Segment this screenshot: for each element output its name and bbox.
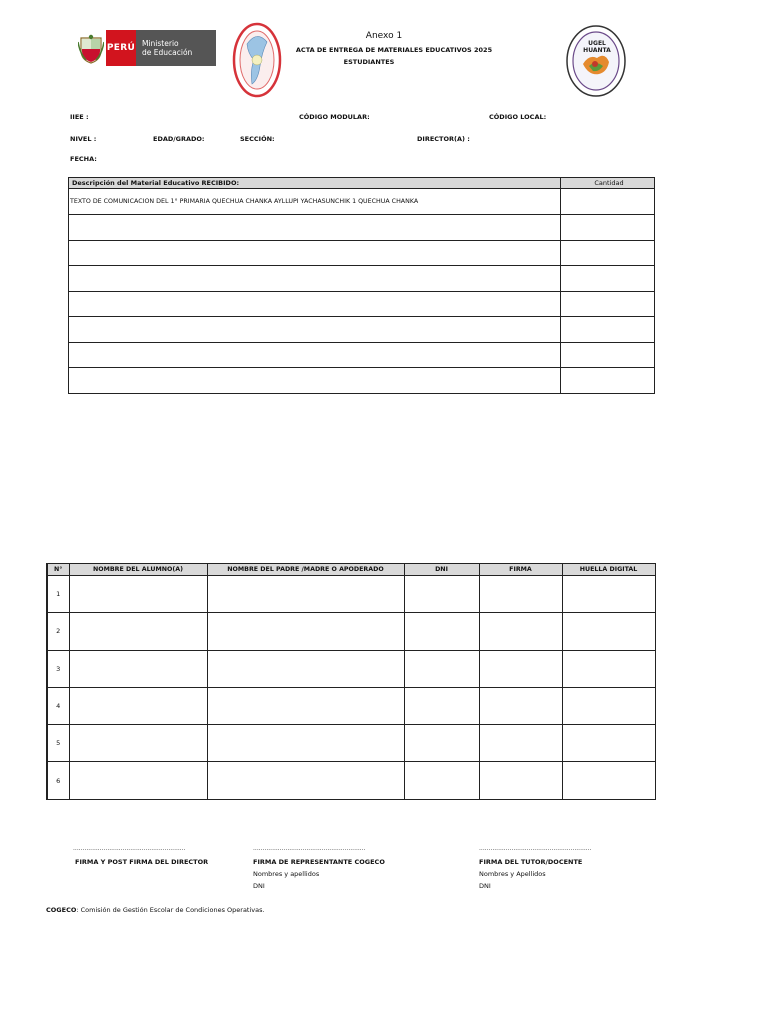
annex-title: Anexo 1 — [365, 31, 403, 41]
table-row — [47, 762, 655, 799]
student-name-cell[interactable] — [69, 687, 207, 724]
students-table — [46, 563, 656, 800]
director-signature-line: ........................................................... — [73, 845, 186, 852]
cogeco-dni-label: DNI — [253, 882, 265, 890]
codigo-modular-label: CÓDIGO MODULAR: — [299, 113, 370, 121]
tutor-names-label: Nombres y Apellidos — [479, 870, 546, 878]
signature-cell[interactable] — [479, 762, 562, 799]
edad-grado-label: EDAD/GRADO: — [153, 135, 205, 143]
cogeco-signature-line: ........................................................... — [253, 845, 366, 852]
material-desc-cell[interactable] — [69, 240, 561, 266]
students-header-number: N° — [47, 564, 69, 576]
material-qty-cell[interactable] — [561, 368, 655, 394]
ugel-label-1: UGEL — [588, 40, 606, 47]
fingerprint-cell[interactable] — [562, 687, 655, 724]
material-desc-cell[interactable] — [69, 342, 561, 368]
row-number: 3 — [47, 650, 69, 687]
signature-cell[interactable] — [479, 725, 562, 762]
nivel-label: NIVEL : — [70, 135, 97, 143]
table-row — [69, 368, 655, 394]
material-qty-cell[interactable] — [561, 342, 655, 368]
row-number: 5 — [47, 725, 69, 762]
materials-header-desc: Descripción del Material Educativo RECIBIDO: — [69, 178, 561, 189]
cogeco-signature-label: FIRMA DE REPRESENTANTE COGECO — [253, 858, 385, 866]
material-desc-cell[interactable]: TEXTO DE COMUNICACION DEL 1° PRIMARIA QUECHUA CHANKA AYLLUPI YACHASUNCHIK 1 QUECHUA CHANKA — [69, 189, 561, 215]
row-number: 1 — [47, 576, 69, 613]
students-subtitle: ESTUDIANTES — [343, 58, 395, 66]
material-desc-cell[interactable] — [69, 317, 561, 343]
student-name-cell[interactable] — [69, 725, 207, 762]
signature-cell[interactable] — [479, 576, 562, 613]
students-header-name: NOMBRE DEL ALUMNO(A) — [69, 564, 207, 576]
parent-name-cell[interactable] — [207, 613, 404, 650]
material-qty-cell[interactable] — [561, 240, 655, 266]
table-row — [47, 687, 655, 724]
dni-cell[interactable] — [404, 725, 479, 762]
fingerprint-cell[interactable] — [562, 613, 655, 650]
student-name-cell[interactable] — [69, 650, 207, 687]
fecha-label: FECHA: — [70, 155, 97, 163]
row-number: 6 — [47, 762, 69, 799]
dni-cell[interactable] — [404, 762, 479, 799]
material-desc-cell[interactable] — [69, 266, 561, 292]
tutor-signature-line: ........................................................... — [479, 845, 592, 852]
ugel-label-2: HUANTA — [583, 46, 611, 54]
material-qty-cell[interactable] — [561, 266, 655, 292]
material-qty-cell[interactable] — [561, 317, 655, 343]
codigo-local-label: CÓDIGO LOCAL: — [489, 113, 547, 121]
student-name-cell[interactable] — [69, 576, 207, 613]
director-label: DIRECTOR(A) : — [417, 135, 470, 143]
table-row — [69, 342, 655, 368]
cogeco-abbr: COGECO — [46, 906, 77, 914]
table-row — [69, 266, 655, 292]
iiee-label: IIEE : — [70, 113, 89, 121]
parent-name-cell[interactable] — [207, 687, 404, 724]
student-name-cell[interactable] — [69, 762, 207, 799]
tutor-signature-label: FIRMA DEL TUTOR/DOCENTE — [479, 858, 583, 866]
row-number: 2 — [47, 613, 69, 650]
fingerprint-cell[interactable] — [562, 650, 655, 687]
students-header-signature: FIRMA — [479, 564, 562, 576]
material-qty-cell[interactable] — [561, 291, 655, 317]
cogeco-names-label: Nombres y apellidos — [253, 870, 320, 878]
cogeco-footnote — [46, 906, 265, 914]
dni-cell[interactable] — [404, 576, 479, 613]
table-row — [47, 576, 655, 613]
students-header-dni: DNI — [404, 564, 479, 576]
dni-cell[interactable] — [404, 687, 479, 724]
signature-cell[interactable] — [479, 687, 562, 724]
signature-cell[interactable] — [479, 650, 562, 687]
material-desc-cell[interactable] — [69, 215, 561, 241]
fingerprint-cell[interactable] — [562, 576, 655, 613]
row-number: 4 — [47, 687, 69, 724]
material-desc-cell[interactable] — [69, 291, 561, 317]
table-row — [47, 650, 655, 687]
dni-cell[interactable] — [404, 650, 479, 687]
signature-cell[interactable] — [479, 613, 562, 650]
fingerprint-cell[interactable] — [562, 762, 655, 799]
table-row — [69, 317, 655, 343]
table-row — [69, 215, 655, 241]
dni-cell[interactable] — [404, 613, 479, 650]
acta-title: ACTA DE ENTREGA DE MATERIALES EDUCATIVOS 2025 — [295, 46, 493, 54]
parent-name-cell[interactable] — [207, 576, 404, 613]
table-row — [69, 240, 655, 266]
materials-header-qty: Cantidad — [561, 178, 655, 189]
table-row — [47, 613, 655, 650]
ministry-line-2: de Educación — [142, 48, 193, 57]
parent-name-cell[interactable] — [207, 725, 404, 762]
material-qty-cell[interactable] — [561, 189, 655, 215]
table-row — [69, 189, 655, 215]
parent-name-cell[interactable] — [207, 650, 404, 687]
fingerprint-cell[interactable] — [562, 725, 655, 762]
cogeco-definition: : Comisión de Gestión Escolar de Condiciones Operativas. — [76, 906, 265, 914]
seccion-label: SECCIÓN: — [240, 135, 275, 143]
director-signature-label: FIRMA Y POST FIRMA DEL DIRECTOR — [75, 858, 209, 866]
tutor-dni-label: DNI — [479, 882, 491, 890]
material-desc-cell[interactable] — [69, 368, 561, 394]
students-header-parent: NOMBRE DEL PADRE /MADRE O APODERADO — [207, 564, 404, 576]
students-header-fingerprint: HUELLA DIGITAL — [562, 564, 655, 576]
parent-name-cell[interactable] — [207, 762, 404, 799]
student-name-cell[interactable] — [69, 613, 207, 650]
table-row — [69, 291, 655, 317]
table-row — [47, 725, 655, 762]
peru-label: PERÚ — [106, 30, 136, 66]
ministry-line-1: Ministerio — [142, 39, 179, 48]
materials-table — [68, 177, 655, 394]
material-qty-cell[interactable] — [561, 215, 655, 241]
